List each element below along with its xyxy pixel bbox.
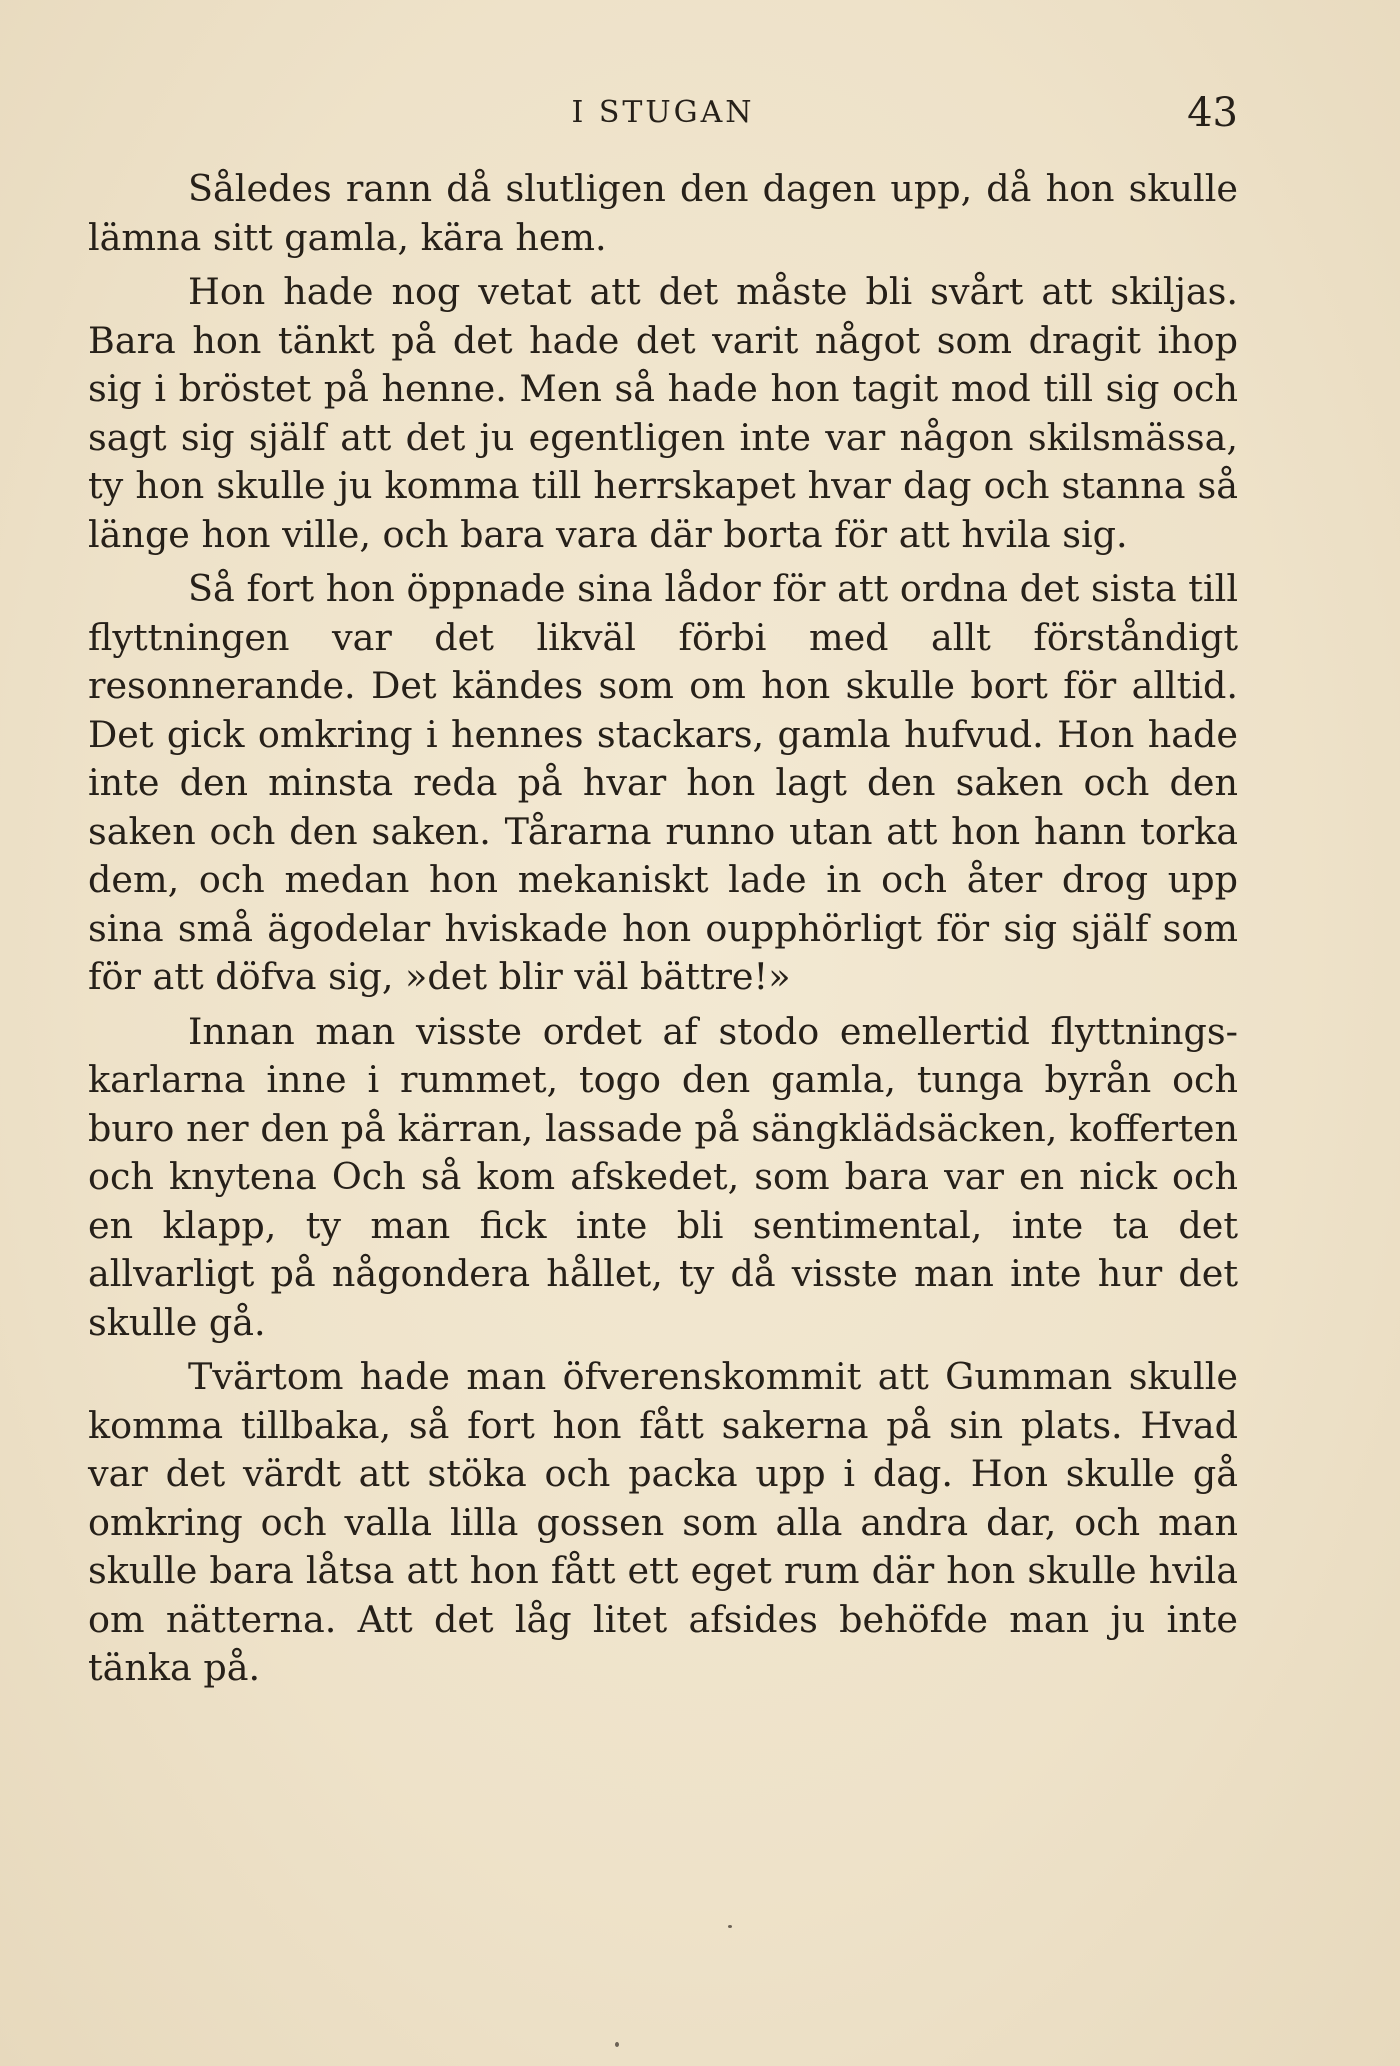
paper-speck [728,1925,732,1928]
paper-speck [615,2042,619,2047]
paragraph: Tvärtom hade man öfverenskommit att Gumman skulle komma tillbaka, så fort hon fått sakerna på sin plats. Hvad var det värdt att stöka och packa upp i dag. Hon skulle gå omkring och valla lilla gossen som alla andra dar, och man skulle bara låtsa att hon fått ett eget rum där hon skulle hvila om nätterna. Att det låg litet afsides behöfde man ju inte tänka på. [88,1355,1238,1689]
paragraph: Således rann då slutligen den dagen upp, då hon skulle lämna sitt gamla, kära hem. [88,167,1238,259]
body-text [88,165,1238,1693]
paragraph: Så fort hon öppnade sina lådor för att ordna det sista till flyttningen var det likväl förbi med allt förståndigt resonnerande. Det kändes som om hon skulle bort för alltid. Det gick omkring i hennes stackars, gamla hufvud. Hon hade inte den minsta reda på hvar hon lagt den saken och den saken och den saken. Tårarna runno utan att hon hann torka dem, och medan hon mekaniskt lade in och åter drog upp sina små ägodelar hviskade hon oupphörligt för sig själf som för att döfva sig, »det blir väl bättre!» [88,567,1238,998]
page-number: 43 [1187,90,1238,136]
paragraph: Hon hade nog vetat att det måste bli svårt att skiljas. Bara hon tänkt på det hade det varit något som dragit ihop sig i bröstet på henne. Men så hade hon tagit mod till sig och sagt sig själf att det ju egentligen inte var någon skilsmässa, ty hon skulle ju komma till herrskapet hvar dag och stanna så länge hon ville, och bara vara där borta för att hvila sig. [88,270,1238,556]
running-head [88,88,1238,138]
running-title: I STUGAN [571,95,755,130]
paragraph: Innan man visste ordet af stodo emellertid flyttningskarlarna inne i rummet, togo den gamla, tunga byrån och buro ner den på kärran, lassade på sängklädsäcken, kofferten och knytena Och så kom afskedet, som bara var en nick och en klapp, ty man fick inte bli sentimental, inte ta det allvarligt på någondera hållet, ty då visste man inte hur det skulle gå. [88,1009,1238,1344]
